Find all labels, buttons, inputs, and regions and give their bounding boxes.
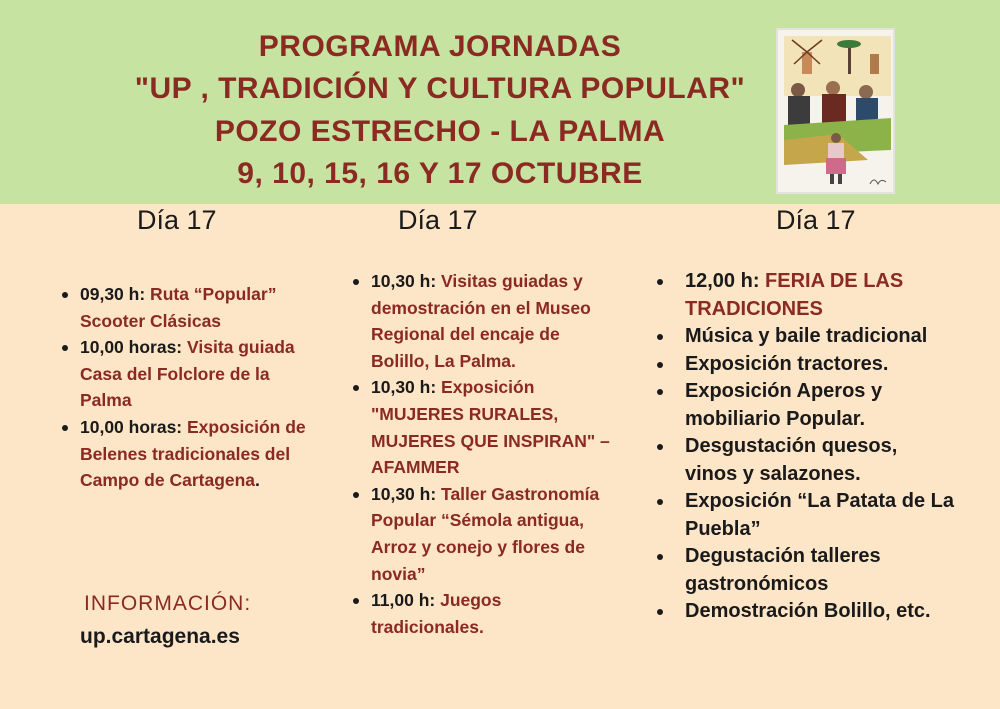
- list-item: 10,30 h: Taller Gastronomía Popular “Sémola antigua, Arroz y conejo y flores de novia”: [353, 481, 611, 587]
- schedule-column-1: [62, 281, 312, 494]
- schedule-column-2: [353, 268, 611, 640]
- header-band: [0, 0, 1000, 204]
- list-item: 09,30 h: Ruta “Popular” Scooter Clásicas: [62, 281, 312, 334]
- list-item: Exposición “La Patata de La Puebla”: [655, 488, 955, 543]
- list-item: Música y baile tradicional: [655, 323, 955, 351]
- list-item: 10,30 h: Visitas guiadas y demostración en el Museo Regional del encaje de Bolillo, La Palma.: [353, 268, 611, 374]
- title-line-4: 9, 10, 15, 16 Y 17 OCTUBRE: [237, 157, 643, 190]
- list-item: 10,00 horas: Visita guiada Casa del Folclore de la Palma: [62, 334, 312, 414]
- list-item: Desgustación quesos, vinos y salazones.: [655, 433, 955, 488]
- title-line-1: PROGRAMA JORNADAS: [258, 30, 622, 63]
- list-item: 10,00 horas: Exposición de Belenes tradicionales del Campo de Cartagena.: [62, 414, 312, 494]
- day-heading-col1: Día 17: [137, 205, 217, 235]
- list-item: 10,30 h: Exposición "MUJERES RURALES, MUJERES QUE INSPIRAN" – AFAMMER: [353, 374, 611, 480]
- info-url[interactable]: up.cartagena.es: [80, 625, 240, 648]
- list-item: Exposición tractores.: [655, 351, 955, 379]
- festival-poster-image: [776, 28, 895, 194]
- list-item: Degustación talleres gastronómicos: [655, 543, 955, 598]
- day-heading-col2: Día 17: [398, 205, 478, 235]
- list-item: Exposición Aperos y mobiliario Popular.: [655, 378, 955, 433]
- title-line-2: "UP , TRADICIÓN Y CULTURA POPULAR": [134, 72, 746, 105]
- info-title: INFORMACIÓN:: [84, 592, 252, 615]
- title-line-3: POZO ESTRECHO - LA PALMA: [214, 115, 666, 148]
- day-heading-col3: Día 17: [776, 205, 856, 235]
- list-item: 12,00 h: FERIA DE LAS TRADICIONES: [655, 268, 955, 323]
- schedule-column-3: [655, 268, 955, 626]
- list-item: Demostración Bolillo, etc.: [655, 598, 955, 626]
- list-item: 11,00 h: Juegos tradicionales.: [353, 587, 611, 640]
